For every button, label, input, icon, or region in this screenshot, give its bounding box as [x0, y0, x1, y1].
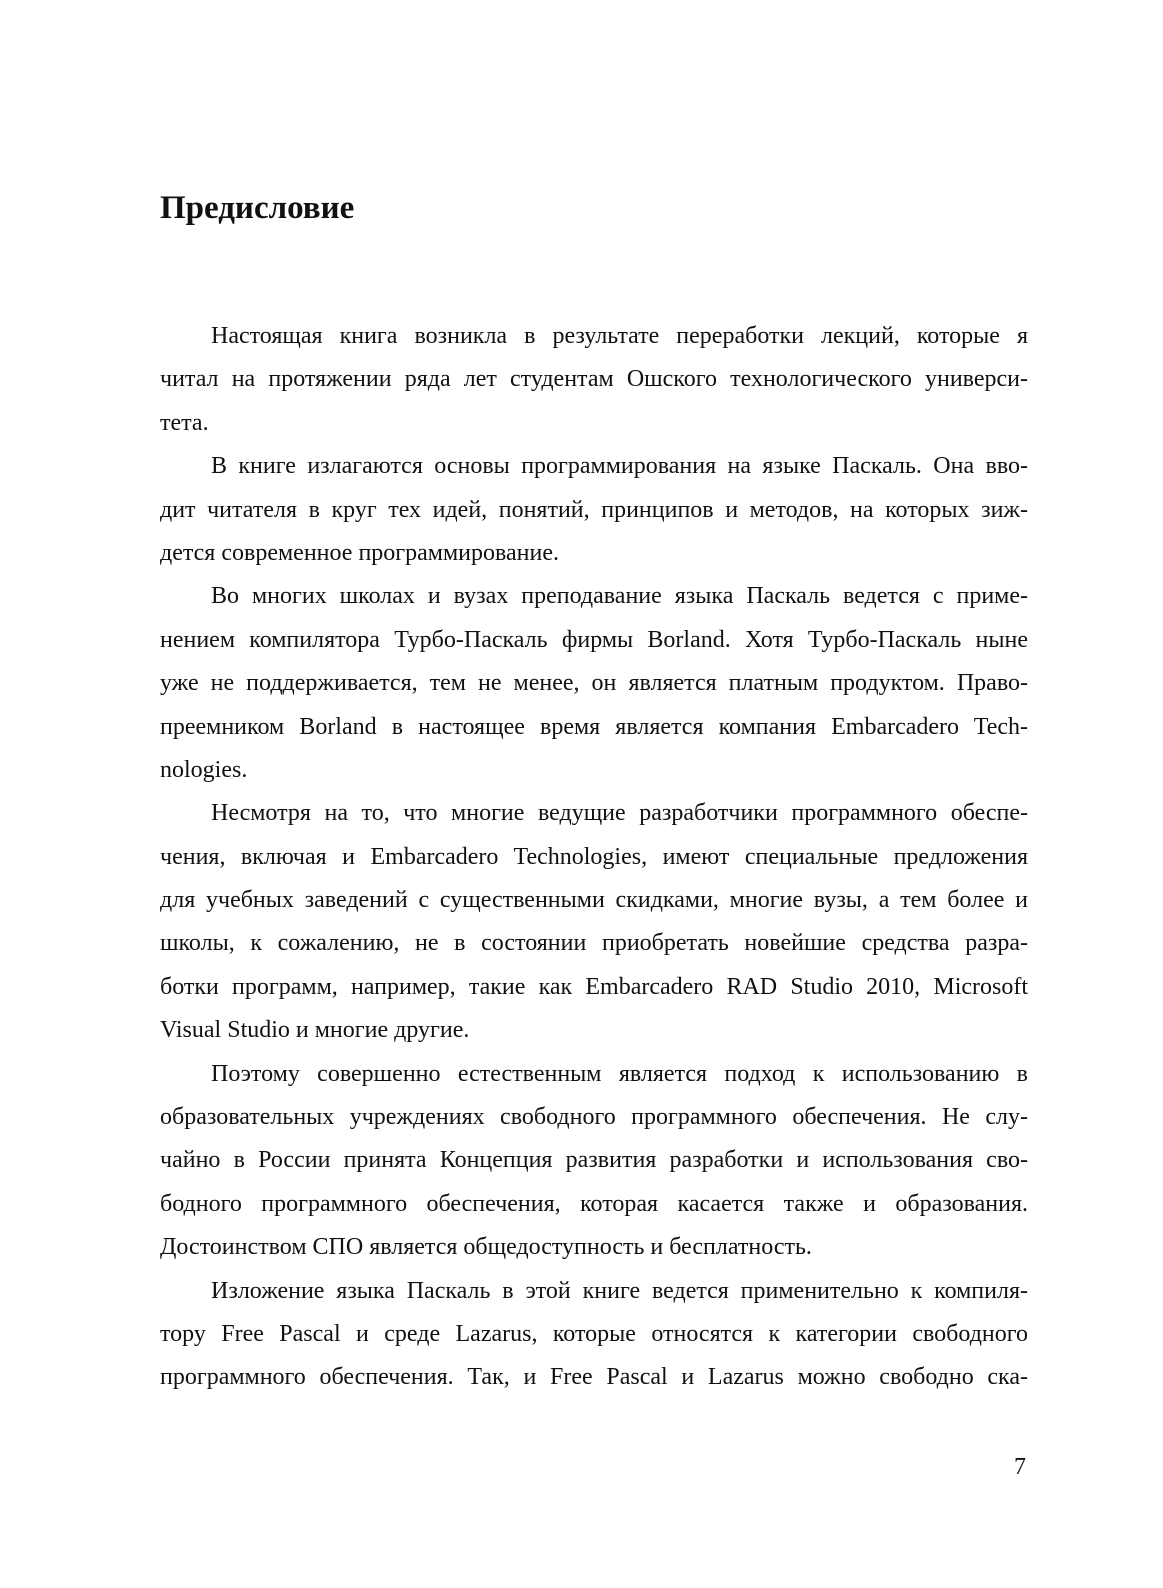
text-line: Изложение языка Паскаль в этой книге ведется применительно к компиля-: [211, 1277, 1028, 1304]
text-line: Visual Studio и многие другие.: [160, 1017, 470, 1044]
body-text: [160, 315, 1028, 1400]
text-line: чайно в России принята Концепция развития разработки и использования сво-: [160, 1147, 1028, 1174]
text-line: Достоинством СПО является общедоступность и бесплатность.: [160, 1234, 812, 1261]
text-line: тета.: [160, 409, 209, 436]
text-line: ботки программ, например, такие как Embarcadero RAD Studio 2010, Microsoft: [160, 973, 1028, 1000]
text-line: Во многих школах и вузах преподавание языка Паскаль ведется с приме-: [211, 583, 1028, 610]
page-number: 7: [1014, 1454, 1026, 1480]
text-line: бодного программного обеспечения, которая касается также и образования.: [160, 1190, 1028, 1217]
text-line: читал на протяжении ряда лет студентам Ошского технологического универси-: [160, 366, 1028, 393]
text-line: нением компилятора Турбо-Паскаль фирмы Borland. Хотя Турбо-Паскаль ныне: [160, 626, 1028, 653]
text-line: В книге излагаются основы программирования на языке Паскаль. Она вво-: [211, 453, 1028, 480]
text-line: дется современное программирование.: [160, 539, 560, 566]
text-line: чения, включая и Embarcadero Technologies, имеют специальные предложения: [160, 843, 1028, 870]
text-line: школы, к сожалению, не в состоянии приобретать новейшие средства разра-: [160, 930, 1028, 957]
text-line: уже не поддерживается, тем не менее, он является платным продуктом. Право-: [160, 670, 1028, 697]
text-line: nologies.: [160, 756, 248, 783]
text-line: Поэтому совершенно естественным является подход к использованию в: [211, 1060, 1028, 1087]
text-line: тору Free Pascal и среде Lazarus, которые относятся к категории свободного: [160, 1320, 1028, 1347]
page-title: Предисловие: [160, 190, 355, 226]
text-line: образовательных учреждениях свободного программного обеспечения. Не слу-: [160, 1104, 1028, 1131]
text-line: Несмотря на то, что многие ведущие разработчики программного обеспе-: [211, 800, 1028, 827]
text-line: для учебных заведений с существенными скидками, многие вузы, а тем более и: [160, 887, 1028, 914]
text-line: Настоящая книга возникла в результате переработки лекций, которые я: [211, 323, 1028, 349]
text-line: программного обеспечения. Так, и Free Pascal и Lazarus можно свободно ска-: [160, 1364, 1028, 1391]
text-line: дит читателя в круг тех идей, понятий, принципов и методов, на которых зиж-: [160, 496, 1028, 523]
text-line: преемником Borland в настоящее время является компания Embarcadero Tech-: [160, 713, 1028, 740]
